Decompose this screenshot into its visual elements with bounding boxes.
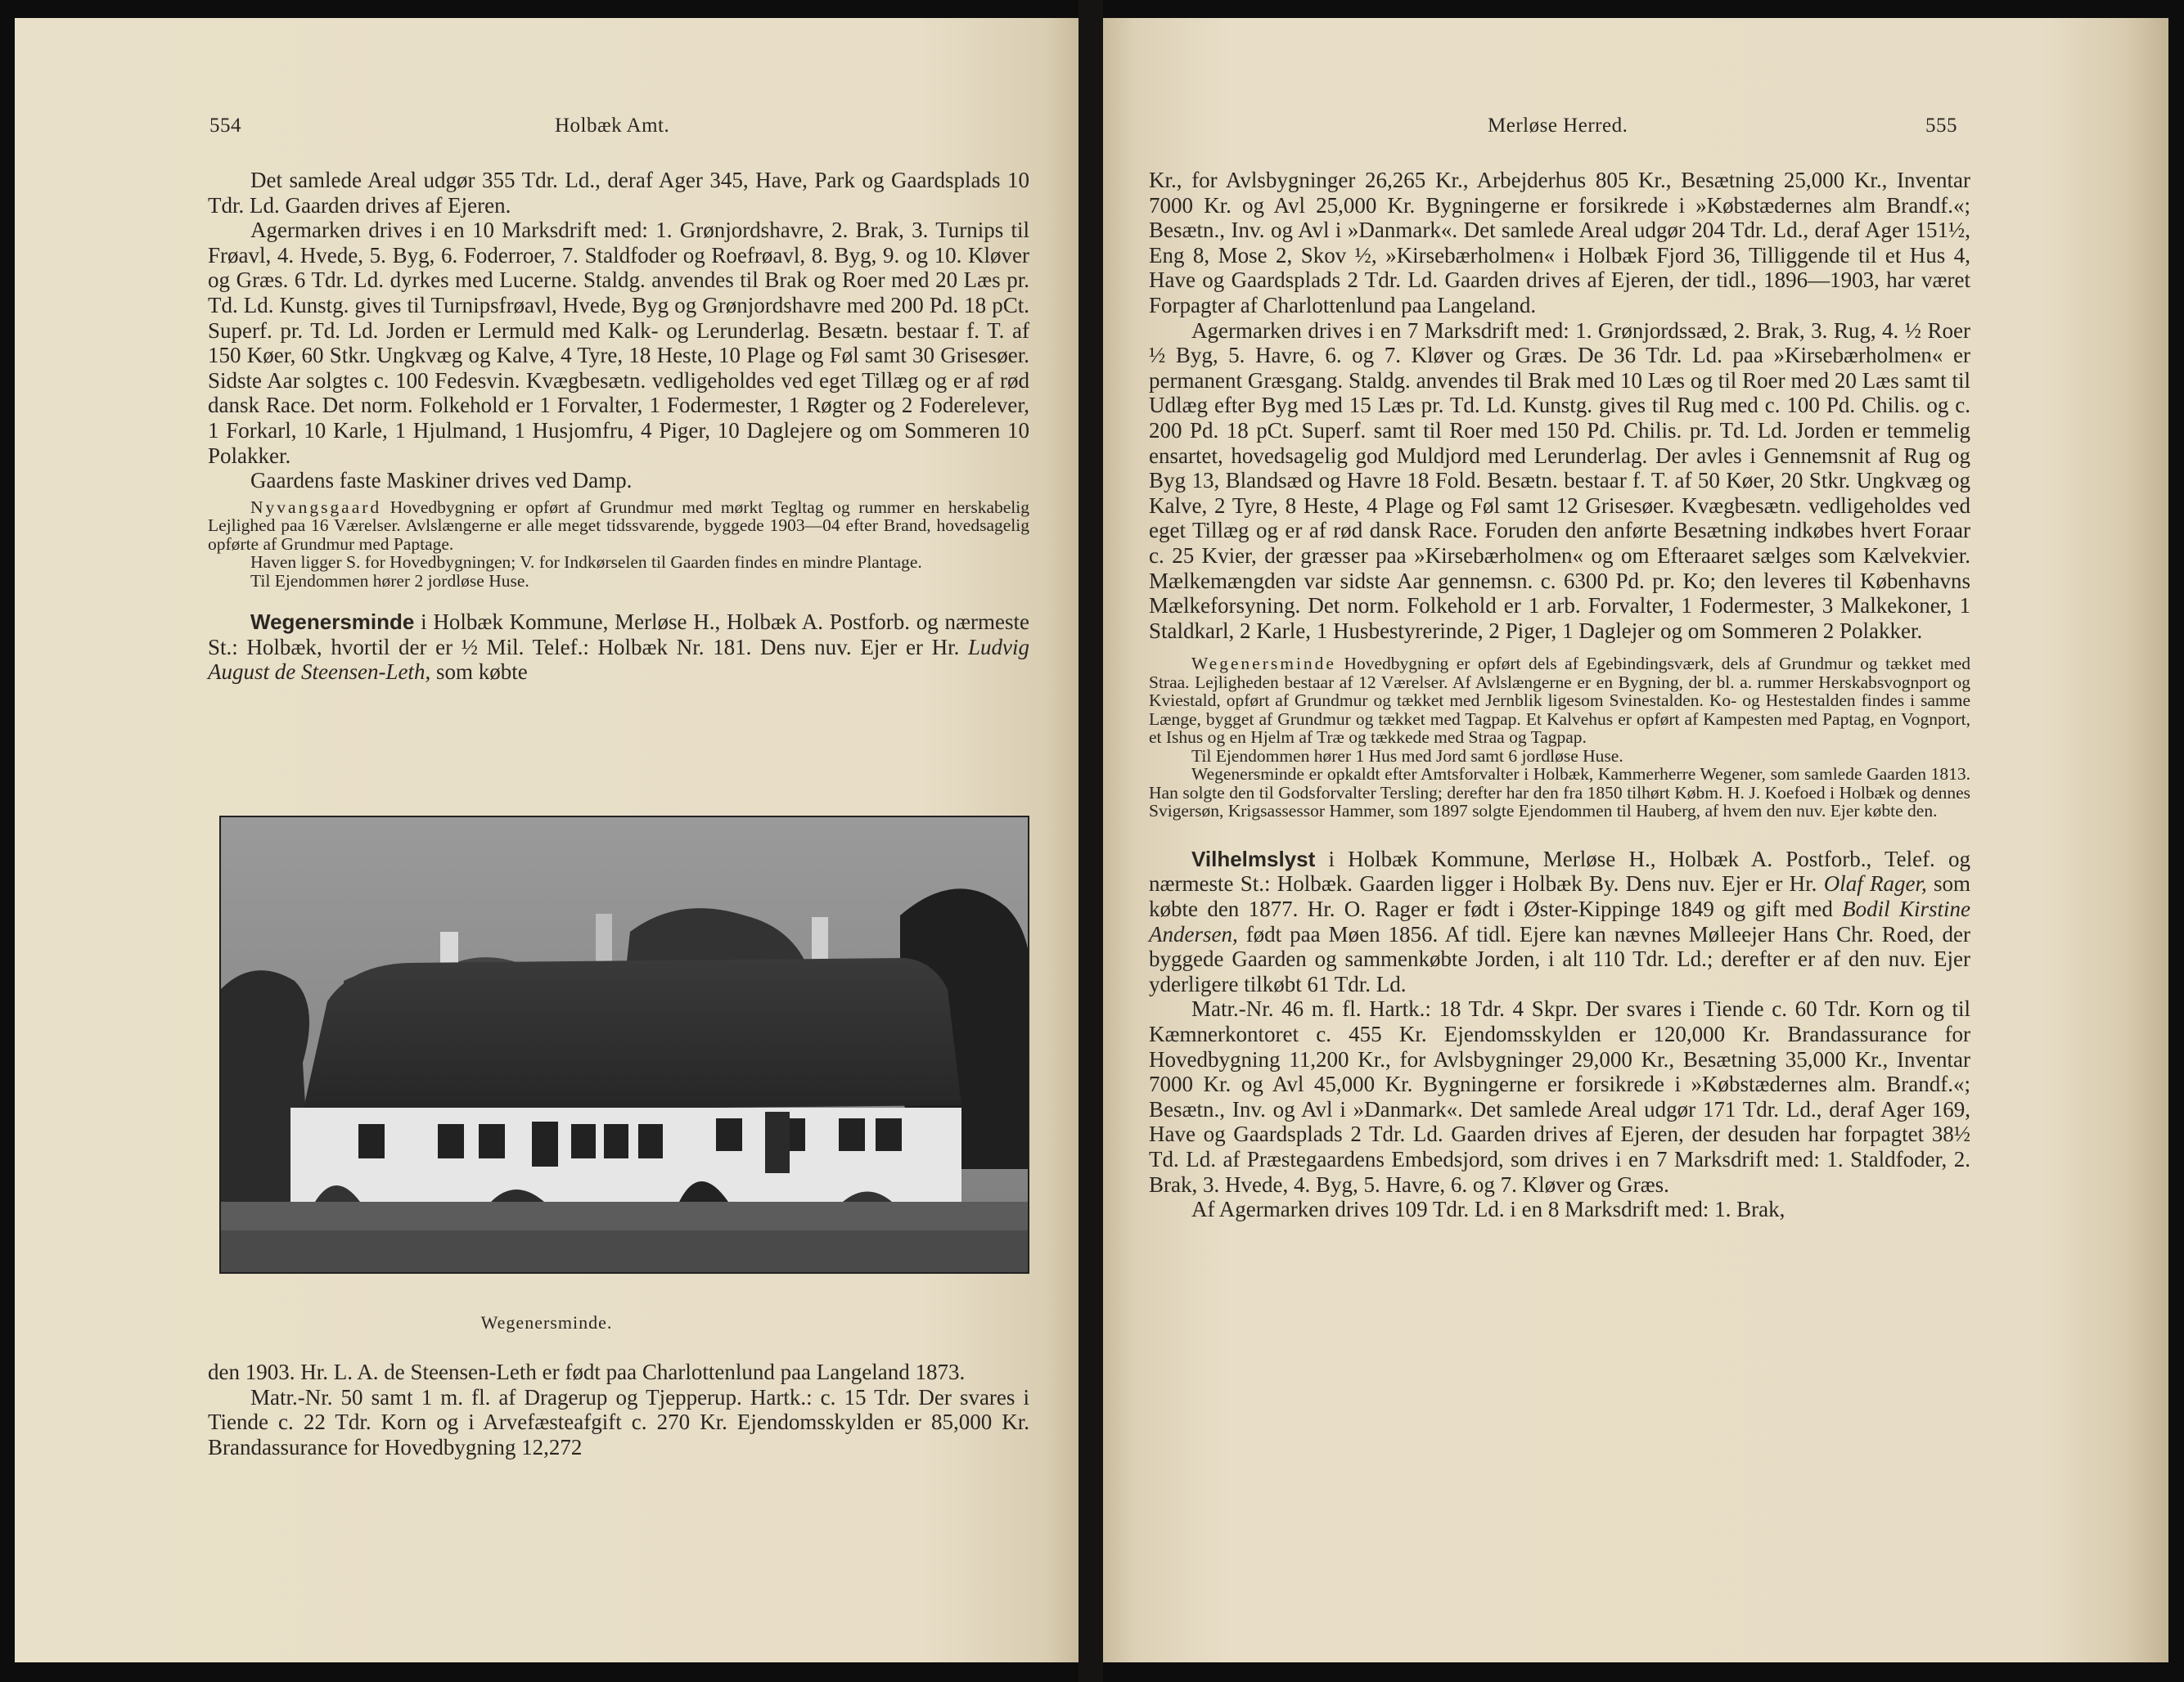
left-body-top	[208, 168, 1029, 685]
paragraph: Kr., for Avlsbygninger 26,265 Kr., Arbejderhus 805 Kr., Besætning 25,000 Kr., Inventar 7000 Kr. og Avl 25,000 Kr. Bygningerne er forsikrede i »Købstædernes alm Brandf.«; Besætn., Inv. og Avl i »Danmark«. Det samlede Areal udgør 204 Tdr. Ld., deraf Ager 151½, Eng 8, Mose 2, Skov ½, »Kirsebærholmen« i Holbæk Fjord 36, Tilliggende til et Hus 4, Have og Gaardsplads 2 Tdr. Ld. Gaarden drives af Ejeren, der tidl., 1896—1903, har været Forpagter af Charlottenlund paa Langeland.	[1149, 168, 1970, 317]
photo-caption: Wegenersminde.	[480, 1312, 613, 1333]
entry-text: som købte den 1877. Hr. O. Rager er født i Øster-Kippinge 1849 og gift med	[1149, 871, 1971, 921]
right-page	[1103, 18, 2168, 1662]
note-paragraph: Til Ejendommen hører 2 jordløse Huse.	[250, 570, 529, 591]
note-paragraph	[208, 498, 1029, 554]
entry-text: i Holbæk Kommune, Merløse H., Holbæk A. Postforb. og nærmeste St.: Holbæk, hvortil der er ½ Mil. Telef.: Holbæk Nr. 181. Dens nuv. Ejer er Hr.	[208, 609, 1029, 659]
running-header-left: Holbæk Amt.	[555, 115, 670, 137]
paragraph: Gaardens faste Maskiner drives ved Damp.	[250, 468, 633, 493]
paragraph: Agermarken drives i en 10 Marksdrift med: 1. Grønjordshavre, 2. Brak, 3. Turnips til Frøavl, 4. Hvede, 5. Byg, 6. Foderroer, 7. Staldfoder og Roefrøavl, 8. Byg, 9. og 10. Kløver og Græs. 6 Tdr. Ld. dyrkes med Lucerne. Staldg. anvendes til Brak og Roer med 20 Læs pr. Td. Ld. Kunstg. gives til Turnipsfrøavl, Hvede, Byg og Grønjordshavre med 200 Pd. 18 pCt. Superf. pr. Td. Ld. Jorden er Lermuld med Kalk- og Lerunderlag. Besætn. bestaar f. T. af 150 Køer, 60 Stkr. Ungkvæg og Kalve, 4 Tyre, 18 Heste, 10 Plage og Føl samt 30 Grisesøer. Sidste Aar solgtes c. 100 Fedesvin. Kvægbesætn. vedligeholdes ved eget Tillæg og er af rød dansk Race. Det norm. Folkehold er 1 Forvalter, 1 Fodermester, 1 Røgter og 2 Foderelever, 1 Forkarl, 10 Karle, 1 Hjulmand, 1 Husjomfru, 4 Piger, 10 Daglejere og om Sommeren 10 Polakker.	[208, 218, 1029, 468]
entry-text: som købte	[430, 659, 528, 685]
note-paragraph: Wegenersminde er opkaldt efter Amtsforvalter i Holbæk, Kammerherre Wegener, som samlede Gaarden 1813. Han solgte den til Godsforvalter Tersling; derefter har den fra 1850 tilhørt Købm. H. J. Koefoed i Holbæk og dennes Svigersøn, Krigsassessor Hammer, som 1897 solgte Ejendommen til Hauberg, af hvem den nuv. Ejer købte den.	[1149, 764, 1970, 821]
book-gutter	[1078, 0, 1103, 1682]
note-paragraph: Haven ligger S. for Hovedbygningen; V. for Indkørselen til Gaarden findes en mindre Plantage.	[250, 552, 922, 573]
spouse-name: Bodil Kirstine Andersen,	[1149, 896, 1970, 947]
right-body	[1149, 168, 1970, 1222]
estate-name-spaced: Nyvangsgaard	[250, 497, 382, 517]
note-text: Hovedbygning er opført af Grundmur med mørkt Tegltag og rummer en herskabelig Lejlighed paa 16 Værelser. Avlslængerne er alle meget tidssvarende, byggede 1903—04 efter Brand, hovedsagelig opførte af Grundmur med Paptage.	[208, 497, 1029, 554]
estate-name: Vilhelmslyst	[1191, 846, 1316, 871]
owner-name: Ludvig August de Steensen-Leth,	[208, 634, 1029, 685]
owner-name: Olaf Rager,	[1823, 871, 1927, 897]
left-body-bottom	[208, 1360, 1029, 1459]
small-print-notes	[208, 498, 1029, 591]
left-page	[15, 18, 1078, 1662]
farmhouse-photo	[219, 816, 1029, 1274]
note-paragraph: Til Ejendommen hører 1 Hus med Jord samt 6 jordløse Huse.	[1191, 745, 1623, 766]
paragraph: Af Agermarken drives 109 Tdr. Ld. i en 8 Marksdrift med: 1. Brak,	[1191, 1197, 1785, 1222]
entry-text: født paa Møen 1856. Af tidl. Ejere kan nævnes Mølleejer Hans Chr. Roed, der byggede Gaarden og sammenkøbte Jorden, i alt 110 Tdr. Ld.; derefter er af den nuv. Ejer yderligere tilkøbt 61 Tdr. Ld.	[1149, 921, 1970, 996]
estate-name: Wegenersminde	[250, 609, 415, 635]
running-header-right: Merløse Herred.	[1488, 115, 1628, 137]
page-number-left: 554	[209, 115, 241, 137]
note-text: Hovedbygning er opført dels af Egebindingsværk, dels af Grundmur og tækket med Straa. Lejligheden bestaar af 12 Værelser. Af Avlslængerne er en Bygning, der bl. a. rummer Herskabsvognport og Kviestald, opført af Grundmur og tækket med Jernblik ligesom Svinestalden. Ko- og Hestestalden findes i samme Længe, bygget af Grundmur og tækket med Tagpap. Et Kalvehus er opført af Kampesten med Paptag, en Vognport, et Ishus og en Hjelm af Træ og tækkede med Straa og Tagpap.	[1149, 654, 1970, 748]
estate-entry	[1149, 847, 1970, 997]
estate-name-spaced: Wegenersminde	[1191, 654, 1336, 674]
page-number-right: 555	[1925, 115, 1957, 137]
entry-text: i Holbæk Kommune, Merløse H., Holbæk A. Postforb., Telef. og nærmeste St.: Holbæk. Gaarden ligger i Holbæk By. Dens nuv. Ejer er Hr.	[1149, 846, 1970, 897]
paragraph: Det samlede Areal udgør 355 Tdr. Ld., deraf Ager 345, Have, Park og Gaardsplads 10 Tdr. Ld. Gaarden drives af Ejeren.	[208, 168, 1029, 218]
small-print-notes	[1149, 654, 1970, 821]
paragraph: Matr.-Nr. 50 samt 1 m. fl. af Dragerup og Tjepperup. Hartk.: c. 15 Tdr. Der svares i Tiende c. 22 Tdr. Korn og i Arvefæsteafgift c. 270 Kr. Ejendomsskylden er 85,000 Kr. Brandassurance for Hovedbygning 12,272	[208, 1384, 1029, 1459]
paragraph: Matr.-Nr. 46 m. fl. Hartk.: 18 Tdr. 4 Skpr. Der svares i Tiende c. 60 Tdr. Korn og til Kæmnerkontoret c. 455 Kr. Ejendomsskylden er 120,000 Kr. Brandassurance for Hovedbygning 11,200 Kr., for Avlsbygninger 29,000 Kr., Besætning 35,000 Kr., Inventar 7000 Kr. og Avl 45,000 Kr. Bygningerne er forsikrede i »Købstædernes alm. Brandf.«; Besætn., Inv. og Avl i »Danmark«. Det samlede Areal udgør 171 Tdr. Ld., deraf Ager 169, Have og Gaardsplads 2 Tdr. Ld. Gaarden drives af Ejeren, der desuden har forpagtet 38½ Td. Ld. af Præstegaardens Embedsjord, som drives i en 7 Marksdrift med: 1. Staldfoder, 2. Brak, 3. Hvede, 4. Byg, 5. Havre, 6. og 7. Kløver og Græs.	[1149, 996, 1970, 1197]
paragraph: den 1903. Hr. L. A. de Steensen-Leth er født paa Charlottenlund paa Langeland 1873.	[208, 1360, 966, 1384]
estate-entry	[208, 609, 1029, 685]
note-paragraph	[1149, 654, 1970, 747]
paragraph: Agermarken drives i en 7 Marksdrift med: 1. Grønjordssæd, 2. Brak, 3. Rug, 4. ½ Roer ½ Byg, 5. Havre, 6. og 7. Kløver og Græs. De 36 Tdr. Ld. paa »Kirsebærholmen« er permanent Græsgang. Staldg. anvendes til Brak med 10 Læs og til Roer med 20 Læs samt til Udlæg efter Byg med 15 Læs pr. Td. Ld. Kunstg. gives til Rug med c. 100 Pd. Chilis. og c. 200 Pd. 18 pCt. Superf. samt til Roer med 150 Pd. Chilis. pr. Td. Ld. Jorden er temmelig ensartet, hovedsagelig god Muldjord med Lerunderlag. Der avles i Gennemsnit af Rug og Byg 13, Blandsæd og Havre 18 Fold. Besætn. bestaar f. T. af 50 Køer, 20 Stkr. Ungkvæg og Kalve, 2 Tyre, 8 Heste, 4 Plage og Føl samt 12 Grisesøer. Kvægbesætn. vedligeholdes ved eget Tillæg og er af rød dansk Race. Foruden den anførte Besætning indkøbes hvert Foraar c. 25 Kvier, der græsser paa »Kirsebærholmen« og om Efteraaret sælges som Kælvekvier. Mælkemængden var sidste Aar gennemsn. c. 6300 Pd. pr. Ko; den leveres til Københavns Mælkeforsyning. Det norm. Folkehold er 1 arb. Forvalter, 1 Fodermester, 3 Malkekoner, 1 Staldkarl, 2 Karle, 1 Husbestyrerinde, 2 Piger, 1 Daglejer og om Sommeren 2 Polakker.	[1149, 317, 1970, 643]
